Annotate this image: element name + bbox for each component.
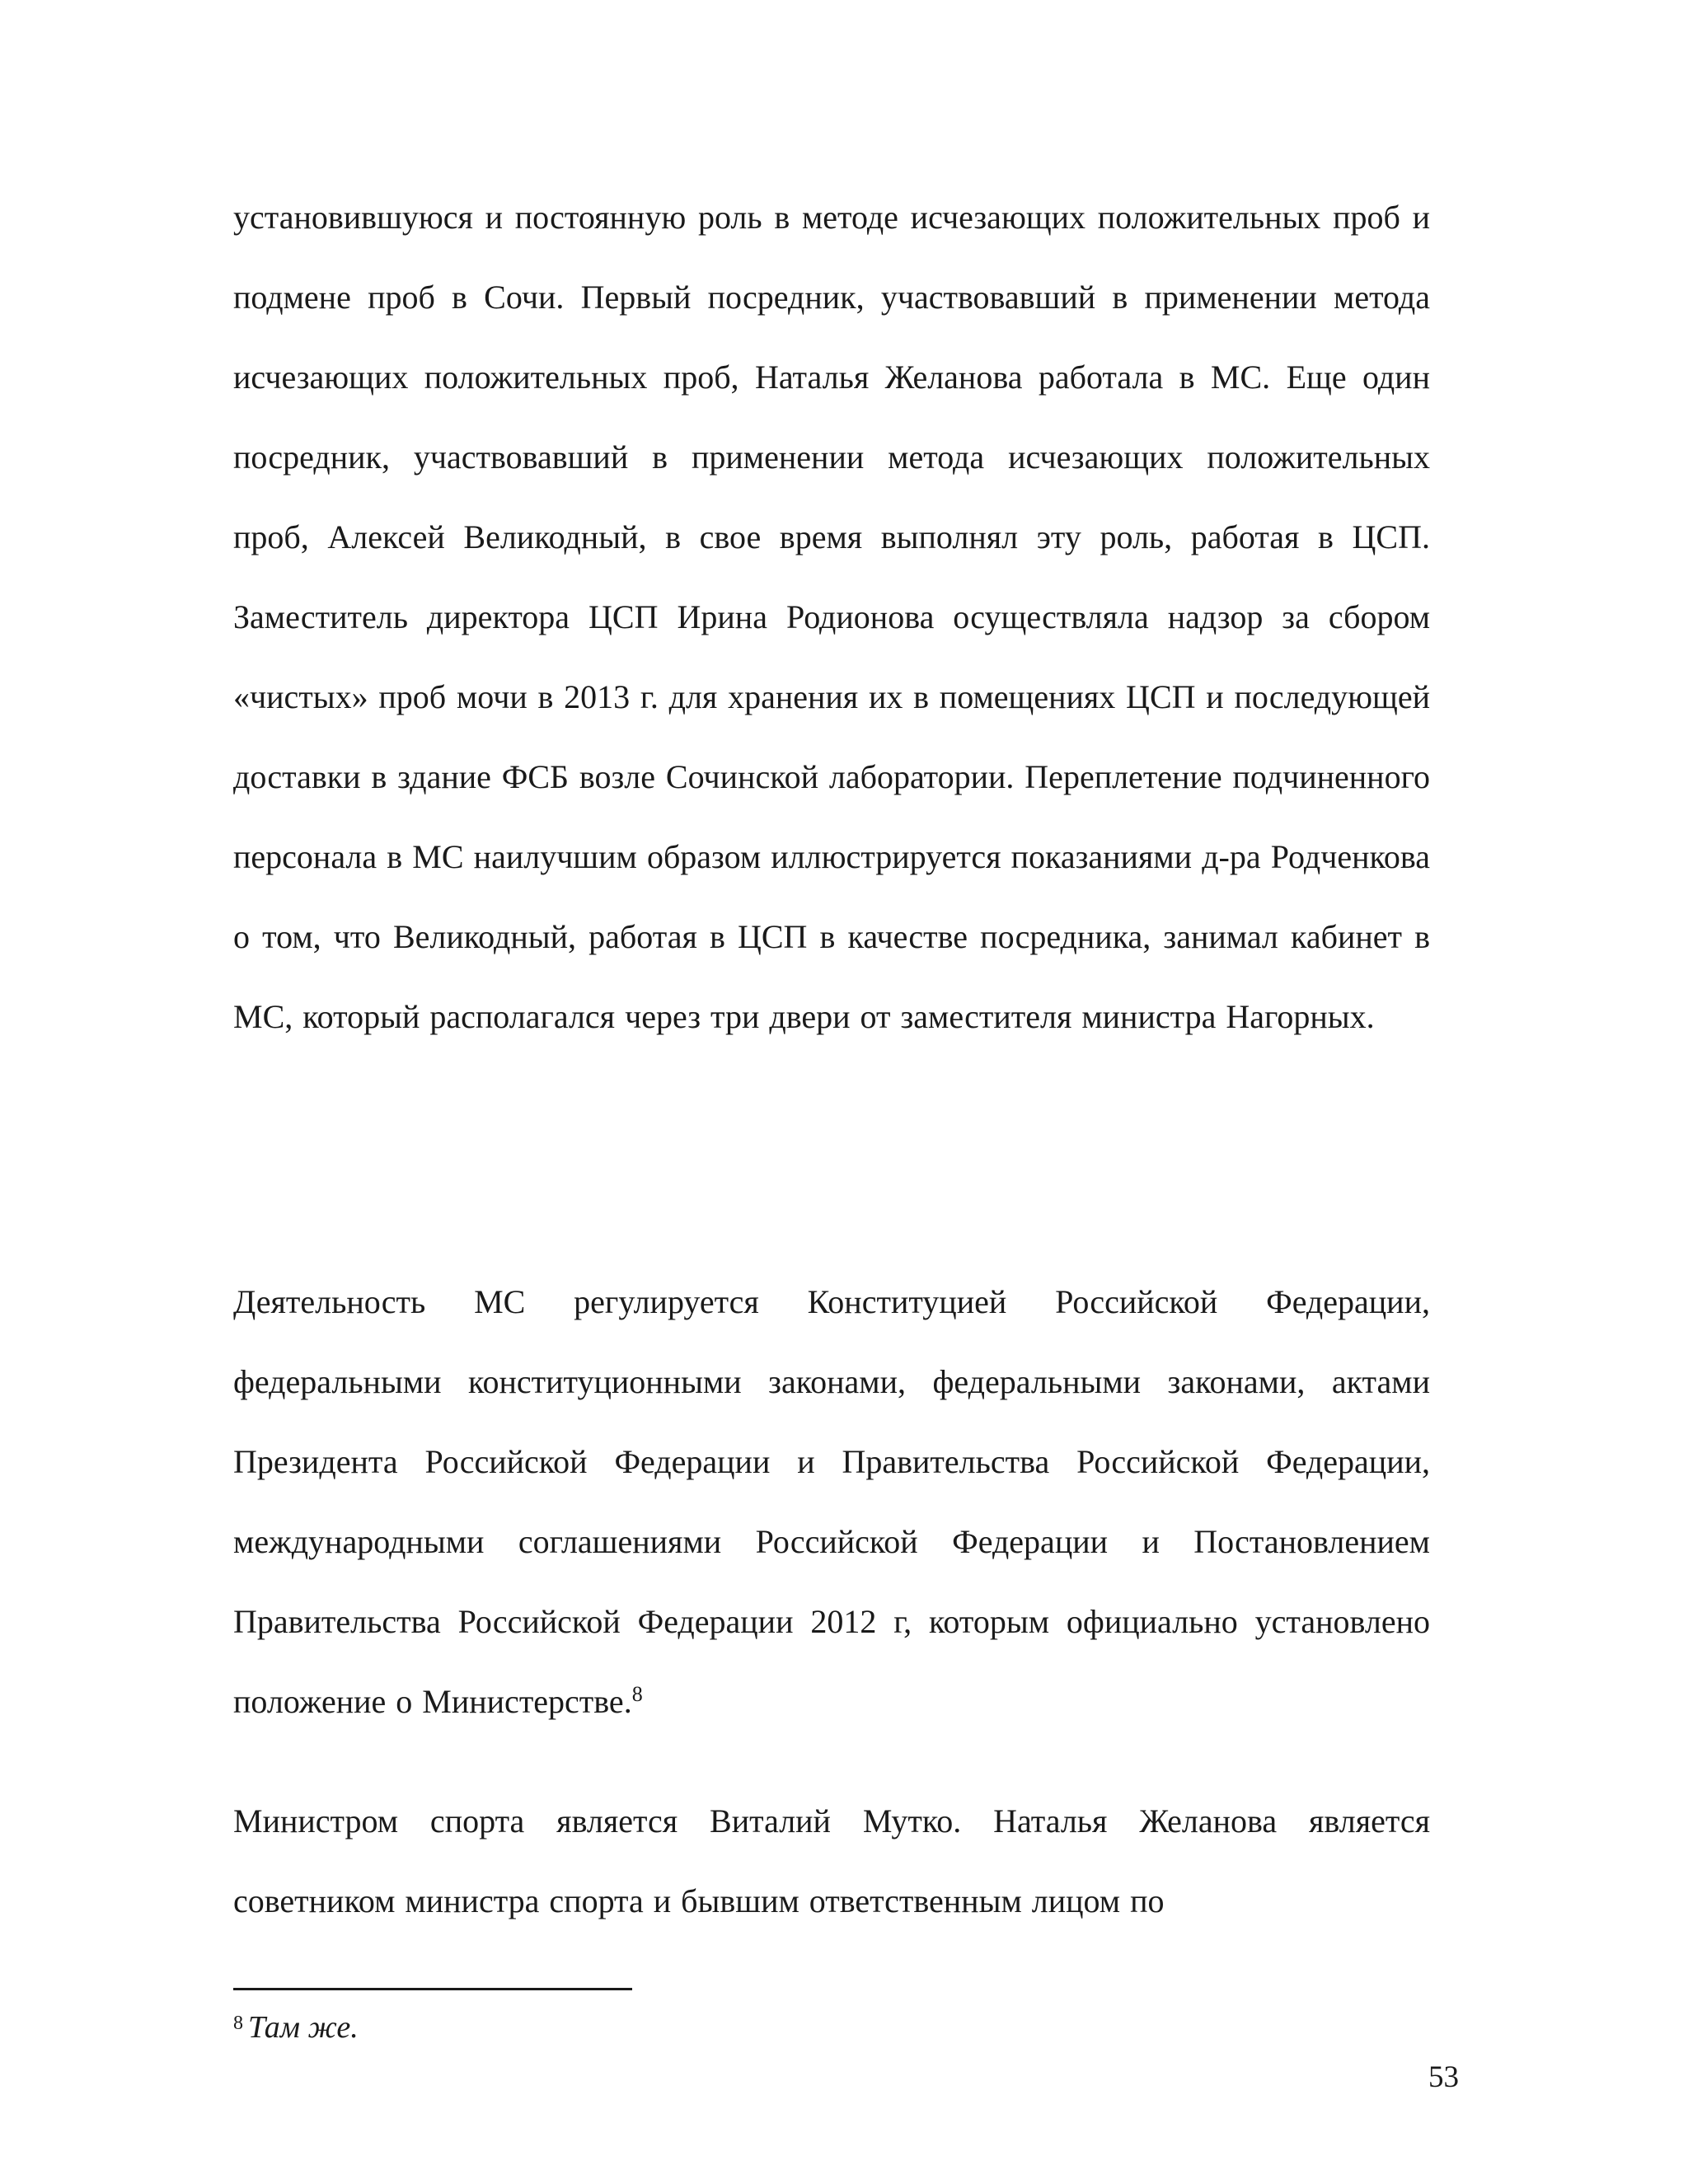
body-paragraph-2 [233,1262,1430,1741]
paragraph-text-content: Деятельность МС регулируется Конституцией Российской Федерации, федеральными конституционными законами, федеральными законами, актами Президента Российской Федерации и Правительства Российской Федерации, международными соглашениями Российской Федерации и Постановлением Правительства Российской Федерации 2012 г, которым официально установлено положение о Министерстве. [233,1283,1430,1720]
paragraph-text: установившуюся и постоянную роль в методе исчезающих положительных проб и подмене проб в Сочи. Первый посредник, участвовавший в применении метода исчезающих положительных проб, Наталья Желанова работала в МС. Еще один посредник, участвовавший в применении метода исчезающих положительных проб, Алексей Великодный, в свое время выполнял эту роль, работая в ЦСП. Заместитель директора ЦСП Ирина Родионова осуществляла надзор за сбором «чистых» проб мочи в 2013 г. для хранения их в помещениях ЦСП и последующей доставки в здание ФСБ возле Сочинской лаборатории. Переплетение подчиненного персонала в МС наилучшим образом иллюстрируется показаниями д-ра Родченкова о том, что Великодный, работая в ЦСП в качестве посредника, занимал кабинет в МС, который располагался через три двери от заместителя министра Нагорных. [233,199,1430,1035]
body-paragraph-3 [233,1781,1430,1941]
footnote-text: Там же. [248,2010,359,2045]
page-number: 53 [1428,2060,1459,2094]
footnote [233,2001,359,2050]
footnote-reference[interactable]: 8 [631,1682,643,1706]
body-paragraph-1 [233,177,1430,1057]
footnote-separator [233,1988,632,1990]
paragraph-text: Министром спорта является Виталий Мутко. Наталья Желанова является советником министра спорта и бывшим ответственным лицом по [233,1802,1430,1919]
footnote-mark: 8 [233,2013,243,2034]
paragraph-text [233,1262,1430,1741]
